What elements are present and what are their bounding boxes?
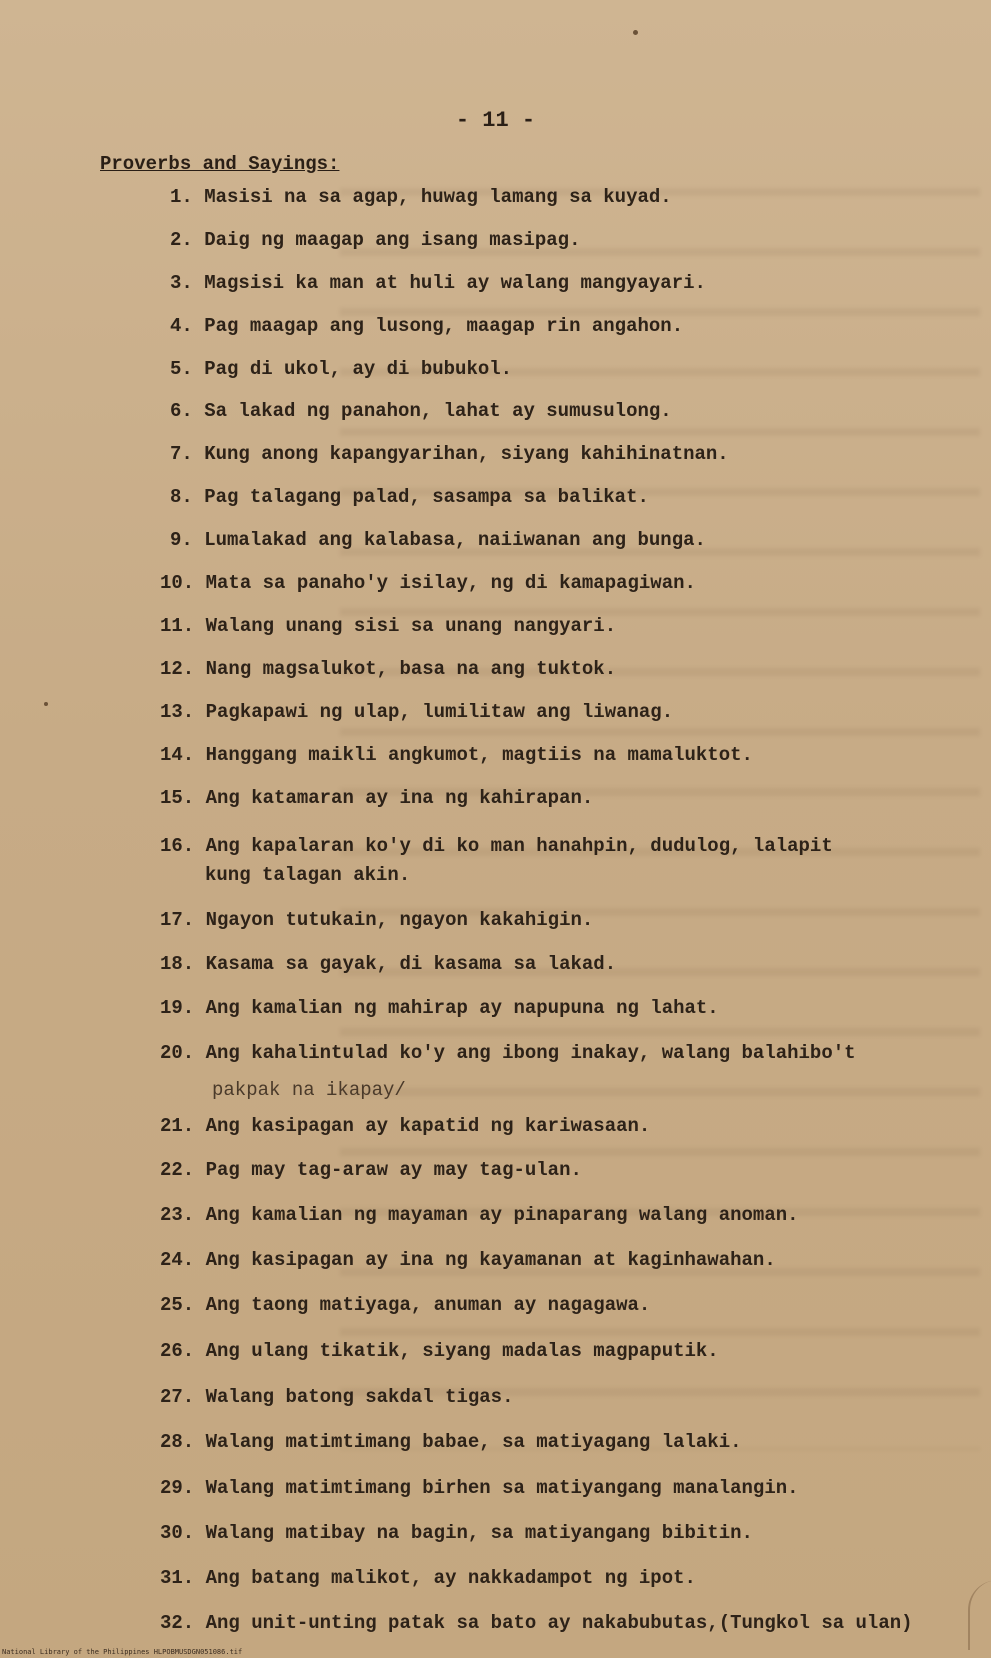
list-item xyxy=(160,570,696,596)
list-item xyxy=(160,951,616,977)
proverb-text: Pagkapawi ng ulap, lumilitaw ang liwanag. xyxy=(205,701,674,723)
proverb-text: Pag di ukol, ay di bubukol. xyxy=(204,358,513,380)
proverb-text: Ang ulang tikatik, siyang madalas magpaputik. xyxy=(205,1340,719,1362)
list-item xyxy=(170,227,580,253)
item-number: 15. xyxy=(160,787,195,809)
item-number: 30. xyxy=(160,1522,195,1544)
item-number: 32. xyxy=(160,1612,195,1634)
proverb-text: Walang batong sakdal tigas. xyxy=(205,1386,514,1408)
item-number: 21. xyxy=(160,1115,195,1137)
item-number: 9. xyxy=(170,529,193,551)
list-item xyxy=(170,313,683,339)
proverb-text: Lumalakad ang kalabasa, naiiwanan ang bunga. xyxy=(204,529,706,551)
list-item xyxy=(160,1292,650,1318)
proverb-text: Pag maagap ang lusong, maagap rin angahon. xyxy=(204,315,684,337)
list-item xyxy=(160,1429,742,1455)
proverb-text: Kung anong kapangyarihan, siyang kahihinatnan. xyxy=(204,443,729,465)
item-number: 25. xyxy=(160,1294,195,1316)
list-item xyxy=(160,742,753,768)
list-item xyxy=(160,1202,799,1228)
page-number: - 11 - xyxy=(455,108,536,133)
list-item xyxy=(160,1040,856,1066)
list-item-continuation: kung talagan akin. xyxy=(205,864,411,886)
list-item xyxy=(160,907,593,933)
proverb-text: Ang batang malikot, ay nakkadampot ng ipot. xyxy=(205,1567,696,1589)
list-item xyxy=(170,184,672,210)
proverb-text: Walang matimtimang birhen sa matiyangang manalangin. xyxy=(205,1477,799,1499)
item-number: 7. xyxy=(170,443,193,465)
list-item xyxy=(160,833,833,859)
proverb-text: Sa lakad ng panahon, lahat ay sumusulong. xyxy=(204,400,672,422)
proverb-text: Walang matimtimang babae, sa matiyagang lalaki. xyxy=(205,1431,742,1453)
item-number: 28. xyxy=(160,1431,195,1453)
item-number: 14. xyxy=(160,744,195,766)
item-number: 24. xyxy=(160,1249,195,1271)
item-number: 31. xyxy=(160,1567,195,1589)
item-number: 10. xyxy=(160,572,195,594)
proverb-text: Nang magsalukot, basa na ang tuktok. xyxy=(205,658,617,680)
proverb-text: Kasama sa gayak, di kasama sa lakad. xyxy=(205,953,617,975)
item-number: 29. xyxy=(160,1477,195,1499)
proverb-text: Masisi na sa agap, huwag lamang sa kuyad. xyxy=(204,186,672,208)
item-number: 1. xyxy=(170,186,193,208)
proverb-text: Magsisi ka man at huli ay walang mangyayari. xyxy=(204,272,706,294)
item-number: 12. xyxy=(160,658,195,680)
list-item xyxy=(170,398,672,424)
item-number: 4. xyxy=(170,315,193,337)
item-number: 6. xyxy=(170,400,193,422)
proverb-text: Pag may tag-araw ay may tag-ulan. xyxy=(205,1159,582,1181)
item-number: 5. xyxy=(170,358,193,380)
list-item xyxy=(160,1157,582,1183)
proverb-text: Ang unit-unting patak sa bato ay nakabubutas,(Tungkol sa ulan) xyxy=(205,1612,913,1634)
list-item xyxy=(170,484,649,510)
item-number: 20. xyxy=(160,1042,195,1064)
list-item xyxy=(160,699,673,725)
item-number: 17. xyxy=(160,909,195,931)
proverb-text: Walang matibay na bagin, sa matiyangang bibitin. xyxy=(205,1522,753,1544)
list-item xyxy=(160,785,593,811)
item-number: 3. xyxy=(170,272,193,294)
proverb-text: Mata sa panaho'y isilay, ng di kamapagiwan. xyxy=(205,572,696,594)
list-item xyxy=(160,613,616,639)
proverb-text: Ang kamalian ng mayaman ay pinaparang walang anoman. xyxy=(205,1204,799,1226)
list-item xyxy=(160,1113,650,1139)
list-item xyxy=(160,1565,696,1591)
list-item xyxy=(170,441,729,467)
item-number: 27. xyxy=(160,1386,195,1408)
item-number: 8. xyxy=(170,486,193,508)
list-item xyxy=(160,1520,753,1546)
list-item-continuation: pakpak na ikapay/ xyxy=(212,1079,406,1101)
item-number: 19. xyxy=(160,997,195,1019)
proverb-text: Ang kasipagan ay kapatid ng kariwasaan. xyxy=(205,1115,651,1137)
item-number: 26. xyxy=(160,1340,195,1362)
proverb-text: Ang katamaran ay ina ng kahirapan. xyxy=(205,787,594,809)
item-number: 23. xyxy=(160,1204,195,1226)
list-item xyxy=(170,356,512,382)
proverb-text: Ang kapalaran ko'y di ko man hanahpin, dudulog, lalapit xyxy=(205,835,833,857)
proverb-text: Ang kasipagan ay ina ng kayamanan at kaginhawahan. xyxy=(205,1249,776,1271)
list-item xyxy=(160,1475,799,1501)
list-item xyxy=(160,656,616,682)
list-item xyxy=(170,270,706,296)
list-item xyxy=(160,1610,913,1636)
proverb-text: Hanggang maikli angkumot, magtiis na mamaluktot. xyxy=(205,744,753,766)
item-number: 11. xyxy=(160,615,195,637)
item-number: 22. xyxy=(160,1159,195,1181)
item-number: 16. xyxy=(160,835,195,857)
proverb-text: Daig ng maagap ang isang masipag. xyxy=(204,229,581,251)
scan-footer: National Library of the Philippines HLPOBMUSDGN051086.tif xyxy=(2,1648,243,1656)
section-heading: Proverbs and Sayings: xyxy=(100,153,340,175)
list-item xyxy=(160,1384,513,1410)
item-number: 18. xyxy=(160,953,195,975)
proverb-text: Ngayon tutukain, ngayon kakahigin. xyxy=(205,909,594,931)
item-number: 13. xyxy=(160,701,195,723)
proverb-text: Pag talagang palad, sasampa sa balikat. xyxy=(204,486,649,508)
proverb-text: Ang taong matiyaga, anuman ay nagagawa. xyxy=(205,1294,651,1316)
list-item xyxy=(160,1338,719,1364)
proverb-text: Ang kahalintulad ko'y ang ibong inakay, walang balahibo't xyxy=(205,1042,856,1064)
list-item xyxy=(160,995,719,1021)
proverb-text: Ang kamalian ng mahirap ay napupuna ng lahat. xyxy=(205,997,719,1019)
item-number: 2. xyxy=(170,229,193,251)
list-item xyxy=(160,1247,776,1273)
list-item xyxy=(170,527,706,553)
proverb-text: Walang unang sisi sa unang nangyari. xyxy=(205,615,617,637)
